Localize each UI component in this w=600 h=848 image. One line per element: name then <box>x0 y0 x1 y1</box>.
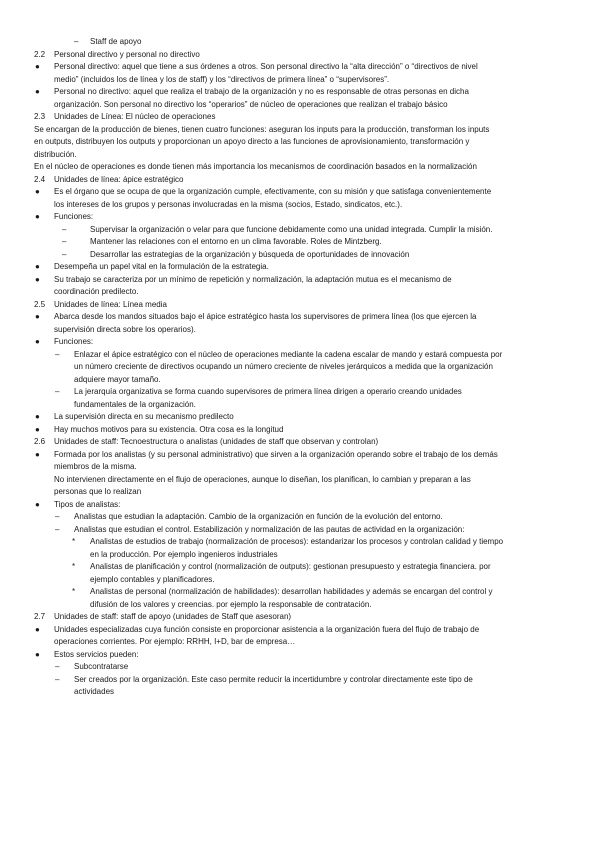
dash-item <box>34 224 570 237</box>
line-text: Formada por los analistas (y su personal administrativo) que sirven a la organización operando sobre el trabajo de los demás <box>54 449 498 459</box>
line-text: La jerarquía organizativa se forma cuando supervisores de primera línea dirigen a operario creando unidades <box>74 387 462 396</box>
line-text: No intervienen directamente en el flujo de operaciones, aunque lo diseñan, los planifican, lo cambian y preparan a las <box>54 474 471 484</box>
section-number: 2.7 <box>34 612 46 621</box>
document-page <box>34 36 570 699</box>
list-marker: – <box>55 662 60 671</box>
text-line <box>34 286 570 299</box>
section-heading <box>34 111 570 124</box>
text-line <box>34 361 570 374</box>
list-marker: * <box>72 562 76 571</box>
line-text: Desempeña un papel vital en la formulación de la estrategia. <box>54 262 269 271</box>
line-text: Analistas que estudian el control. Estabilización y normalización de las pautas de actividad en la organización: <box>74 524 465 534</box>
line-text: Analistas que estudian la adaptación. Cambio de la organización en función de la evolución del entorno. <box>74 512 443 521</box>
text-line <box>34 686 570 699</box>
line-text: Hay muchos motivos para su existencia. Otra cosa es la longitud <box>54 424 284 434</box>
line-text: Unidades de staff: staff de apoyo (unidades de Staff que asesoran) <box>54 612 292 621</box>
text-line <box>34 374 570 387</box>
line-text: personas que lo realizan <box>54 487 142 496</box>
line-text: Personal no directivo: aquel que realiza el trabajo de la organización y no es responsable de otras personas en dicha <box>54 87 469 96</box>
paragraph-line <box>34 149 570 162</box>
text-line <box>34 99 570 112</box>
line-text: Subcontratarse <box>74 662 129 671</box>
list-marker: ● <box>35 87 40 96</box>
list-marker: ● <box>35 499 40 509</box>
dash-item <box>34 36 570 49</box>
bullet-item <box>34 211 570 224</box>
line-text: Analistas de personal (normalización de habilidades): desarrollan habilidades y además se encargan del control y <box>90 587 493 596</box>
section-heading <box>34 436 570 449</box>
line-text: Funciones: <box>54 337 94 346</box>
list-marker: ● <box>35 274 40 284</box>
list-marker: ● <box>35 312 40 321</box>
text-line <box>34 486 570 499</box>
line-text: coordinación predilecto. <box>54 287 139 296</box>
list-marker: ● <box>35 424 40 434</box>
dash-item <box>34 386 570 399</box>
text-line <box>34 399 570 412</box>
line-text: los intereses de los grupos y personas involucradas en la misma (socios, Estado, sindicatos, etc.). <box>54 199 403 209</box>
bullet-item <box>34 424 570 437</box>
line-text: Unidades especializadas cuya función consiste en proporcionar asistencia a la organización fuera del flujo de trabajo de <box>54 624 480 634</box>
dash-item <box>34 524 570 537</box>
line-text: Funciones: <box>54 212 94 221</box>
dash-item <box>34 249 570 262</box>
paragraph-line <box>34 124 570 137</box>
section-heading <box>34 299 570 312</box>
line-text: Se encargan de la producción de bienes, tienen cuatro funciones: aseguran los inputs para la producción, transforman los inputs <box>34 124 490 134</box>
section-heading <box>34 49 570 62</box>
bullet-item <box>34 61 570 74</box>
list-marker: – <box>74 37 79 46</box>
list-marker: * <box>72 587 76 596</box>
list-marker: – <box>55 349 60 359</box>
line-text: distribución. <box>34 149 77 159</box>
line-text: medio” (incluidos los de línea y los de staff) y los “directivos de primera línea” o “supervisores”. <box>54 74 390 84</box>
text-line <box>34 461 570 474</box>
list-marker: – <box>62 249 67 259</box>
section-number: 2.4 <box>34 174 46 184</box>
line-text: Abarca desde los mandos situados bajo el ápice estratégico hasta los supervisores de primera línea (los que ejercen la <box>54 312 477 321</box>
dash-item <box>34 674 570 687</box>
dash-item <box>34 236 570 249</box>
line-text: Supervisar la organización o velar para que funcione debidamente como una unidad integrada. Cumplir la misión. <box>90 224 493 234</box>
list-marker: – <box>62 224 67 234</box>
list-marker: ● <box>35 649 40 659</box>
line-text: Mantener las relaciones con el entorno en un clima favorable. Roles de Mintzberg. <box>90 237 382 246</box>
line-text: Personal directivo y personal no directivo <box>54 49 200 59</box>
line-text: un número creciente de directivos ocupando un número creciente de niveles jerárquicos a medida que la organización <box>74 362 493 371</box>
list-marker: ● <box>35 337 40 346</box>
list-marker: – <box>62 237 67 246</box>
text-line <box>34 636 570 649</box>
line-text: Unidades de línea: ápice estratégico <box>54 174 184 184</box>
line-text: operaciones corrientes. Por ejemplo: RRHH, I+D, bar de empresa… <box>54 637 296 646</box>
line-text: Ser creados por la organización. Este caso permite reducir la incertidumbre y controlar directamente este tipo de <box>74 674 473 684</box>
dash-item <box>34 661 570 674</box>
section-number: 2.2 <box>34 49 46 59</box>
bullet-item <box>34 86 570 99</box>
line-text: difusión de los valores y creencias. por ejemplo la responsable de contratación. <box>90 599 372 609</box>
paragraph-line <box>34 161 570 174</box>
paragraph-line <box>34 136 570 149</box>
text-line <box>34 324 570 337</box>
text-line <box>34 574 570 587</box>
line-text: Personal directivo: aquel que tiene a sus órdenes a otros. Son personal directivo la “alta dirección” o “directivos de nivel <box>54 62 478 71</box>
bullet-item <box>34 411 570 424</box>
line-text: Tipos de analistas: <box>54 499 121 509</box>
bullet-item <box>34 274 570 287</box>
section-number: 2.3 <box>34 112 46 121</box>
bullet-item <box>34 186 570 199</box>
line-text: Unidades de staff: Tecnoestructura o analistas (unidades de staff que observan y controlan) <box>54 437 379 446</box>
section-number: 2.6 <box>34 437 46 446</box>
list-marker: – <box>55 387 60 396</box>
line-text: Desarrollar las estrategias de la organización y búsqueda de oportunidades de innovación <box>90 249 410 259</box>
text-line <box>34 599 570 612</box>
bullet-item <box>34 311 570 324</box>
section-number: 2.5 <box>34 299 46 309</box>
line-text: La supervisión directa en su mecanismo predilecto <box>54 412 234 421</box>
line-text: Unidades de Línea: El núcleo de operaciones <box>54 112 216 121</box>
list-marker: ● <box>35 449 40 459</box>
line-text: Analistas de estudios de trabajo (normalización de procesos): estandarizar los procesos y controlan calidad y tiempo <box>90 537 504 546</box>
sub-bullet-item <box>34 536 570 549</box>
line-text: supervisión directa sobre los operarios). <box>54 324 196 334</box>
line-text: miembros de la misma. <box>54 462 137 471</box>
line-text: en la producción. Por ejemplo ingenieros industriales <box>90 549 278 559</box>
list-marker: – <box>55 512 60 521</box>
list-marker: ● <box>35 62 40 71</box>
section-heading <box>34 611 570 624</box>
line-text: En el núcleo de operaciones es donde tienen más importancia los mecanismos de coordinación basados en la normalización <box>34 162 477 171</box>
bullet-item <box>34 499 570 512</box>
sub-bullet-item <box>34 561 570 574</box>
bullet-item <box>34 336 570 349</box>
line-text: organización. Son personal no directivo los “operarios” de núcleo de operaciones que realizan el trabajo básico <box>54 99 448 109</box>
line-text: actividades <box>74 687 115 696</box>
dash-item <box>34 349 570 362</box>
line-text: Analistas de planificación y control (normalización de outputs): gestionan presupuesto y estrategia financiera. por <box>90 562 491 571</box>
line-text: fundamentales de la organización. <box>74 399 196 409</box>
list-marker: – <box>55 674 60 684</box>
text-line <box>34 199 570 212</box>
line-text: en outputs, distribuyen los outputs y proporcionan un apoyo directo a las funciones de aprovisionamiento, transformación y <box>34 137 470 146</box>
bullet-item <box>34 624 570 637</box>
line-text: Su trabajo se caracteriza por un mínimo de repetición y normalización, la adaptación mutua es el mecanismo de <box>54 274 452 284</box>
list-marker: ● <box>35 624 40 634</box>
text-line <box>34 74 570 87</box>
bullet-item <box>34 449 570 462</box>
line-text: Enlazar el ápice estratégico con el núcleo de operaciones mediante la cadena escalar de mando y estará compuesta por <box>74 349 503 359</box>
list-marker: ● <box>35 187 40 196</box>
section-heading <box>34 174 570 187</box>
text-line <box>34 474 570 487</box>
line-text: adquiere mayor tamaño. <box>74 374 161 384</box>
list-marker: * <box>72 537 76 546</box>
list-marker: ● <box>35 262 40 271</box>
list-marker: ● <box>35 412 40 421</box>
list-marker: ● <box>35 212 40 221</box>
dash-item <box>34 511 570 524</box>
line-text: ejemplo contables y planificadores. <box>90 574 215 584</box>
sub-bullet-item <box>34 586 570 599</box>
line-text: Unidades de línea: Línea media <box>54 299 167 309</box>
line-text: Staff de apoyo <box>90 37 142 46</box>
line-text: Es el órgano que se ocupa de que la organización cumple, efectivamente, con su misión y que satisfaga convenientemente <box>54 187 492 196</box>
bullet-item <box>34 649 570 662</box>
bullet-item <box>34 261 570 274</box>
text-line <box>34 549 570 562</box>
line-text: Estos servicios pueden: <box>54 649 139 659</box>
list-marker: – <box>55 524 60 534</box>
